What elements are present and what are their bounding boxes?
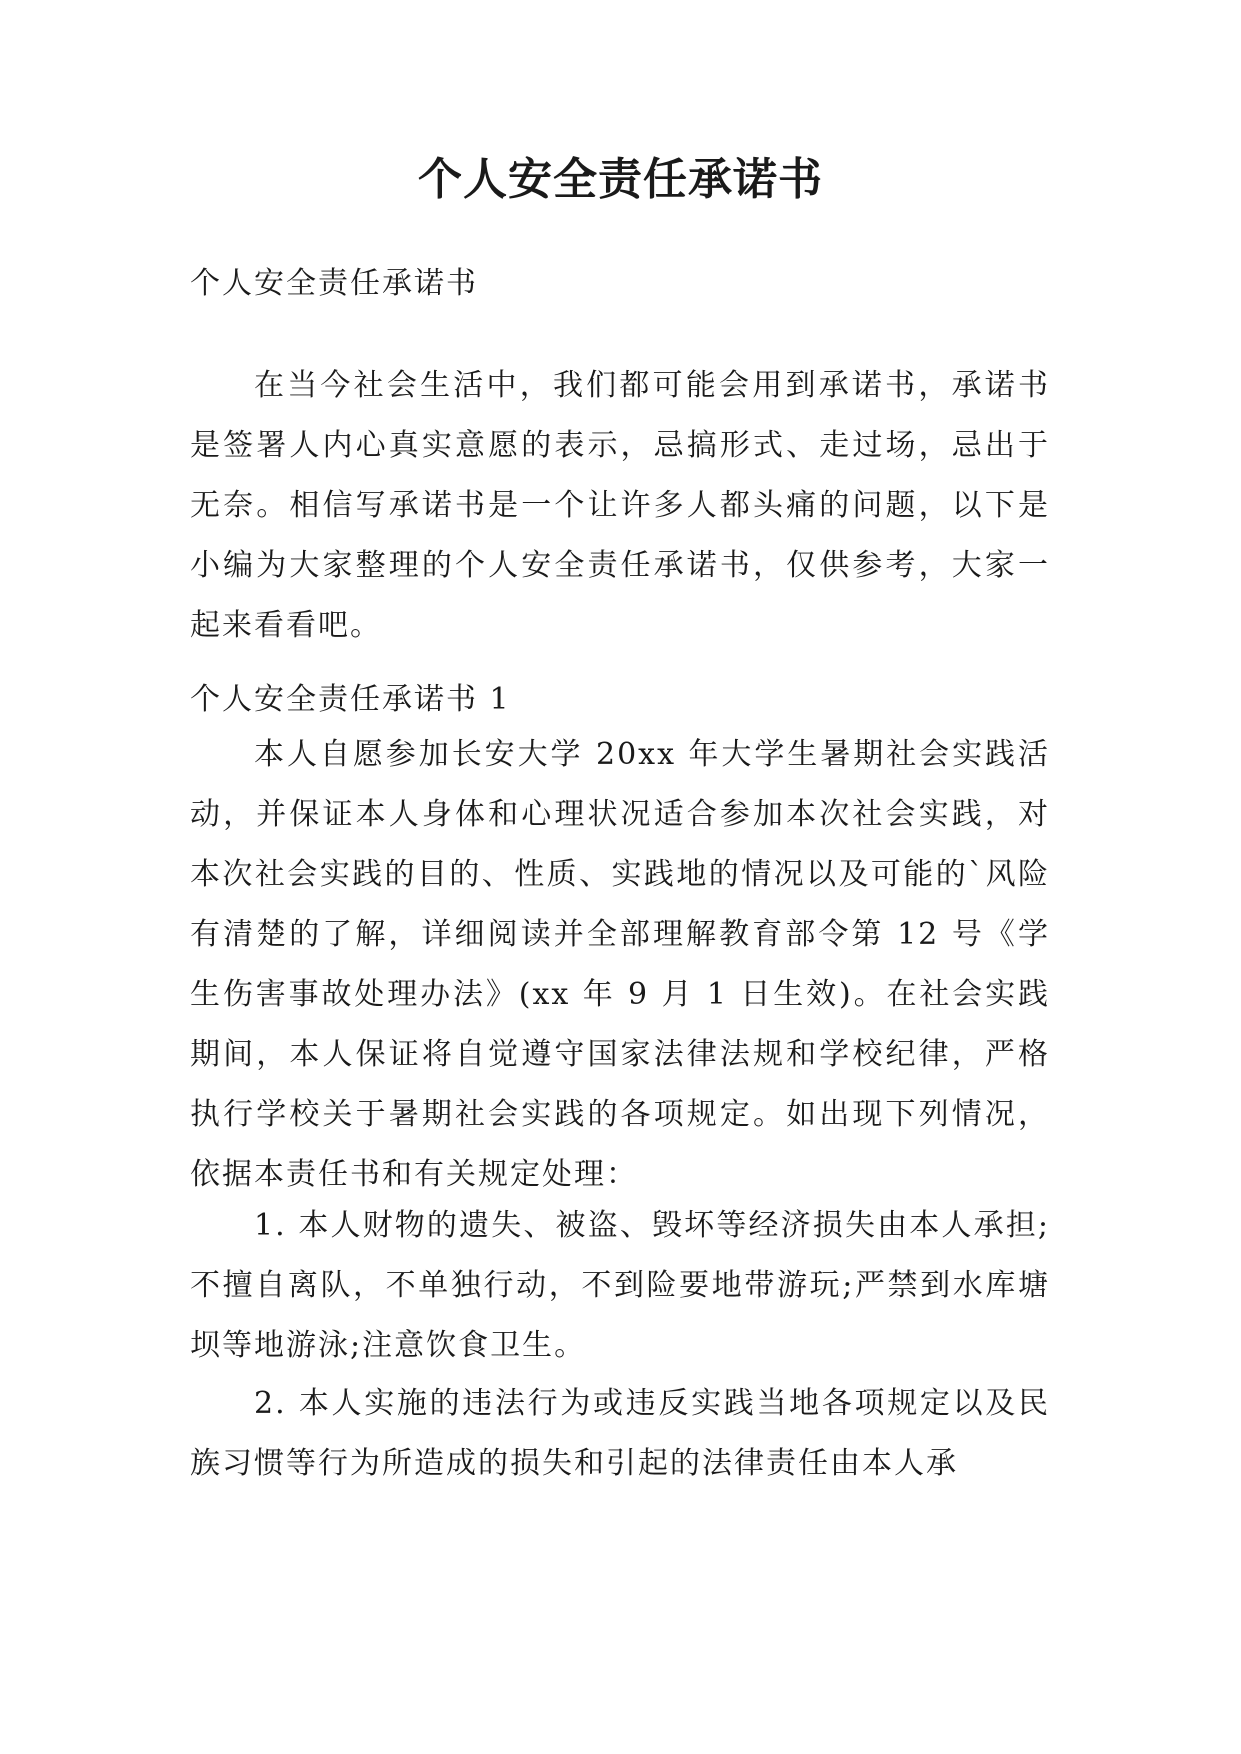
intro-paragraph: 在当今社会生活中，我们都可能会用到承诺书，承诺书是签署人内心真实意愿的表示，忌搞形式、走过场，忌出于无奈。相信写承诺书是一个让许多人都头痛的问题，以下是小编为大家整理的个人安全责任承诺书，仅供参考，大家一起来看看吧。 (190, 368, 1050, 643)
list-item-2: 2. 本人实施的违法行为或违反实践当地各项规定以及民族习惯等行为所造成的损失和引起的法律责任由本人承 (190, 1386, 1050, 1481)
document-title: 个人安全责任承诺书 (418, 154, 823, 205)
document-subtitle: 个人安全责任承诺书 (190, 266, 478, 301)
section-1-heading: 个人安全责任承诺书 1 (190, 682, 511, 717)
section-1-paragraph: 本人自愿参加长安大学 20xx 年大学生暑期社会实践活动，并保证本人身体和心理状况适合参加本次社会实践，对本次社会实践的目的、性质、实践地的情况以及可能的`风险有清楚的了解，详细阅读并全部理解教育部令第 12 号《学生伤害事故处理办法》(xx 年 9 月 1 日生效)。在社会实践期间，本人保证将自觉遵守国家法律法规和学校纪律，严格执行学校关于暑期社会实践的各项规定。如出现下列情况，依据本责任书和有关规定处理： (190, 737, 1050, 1192)
list-item-1: 1. 本人财物的遗失、被盗、毁坏等经济损失由本人承担;不擅自离队，不单独行动，不到险要地带游玩;严禁到水库塘坝等地游泳;注意饮食卫生。 (190, 1208, 1050, 1363)
